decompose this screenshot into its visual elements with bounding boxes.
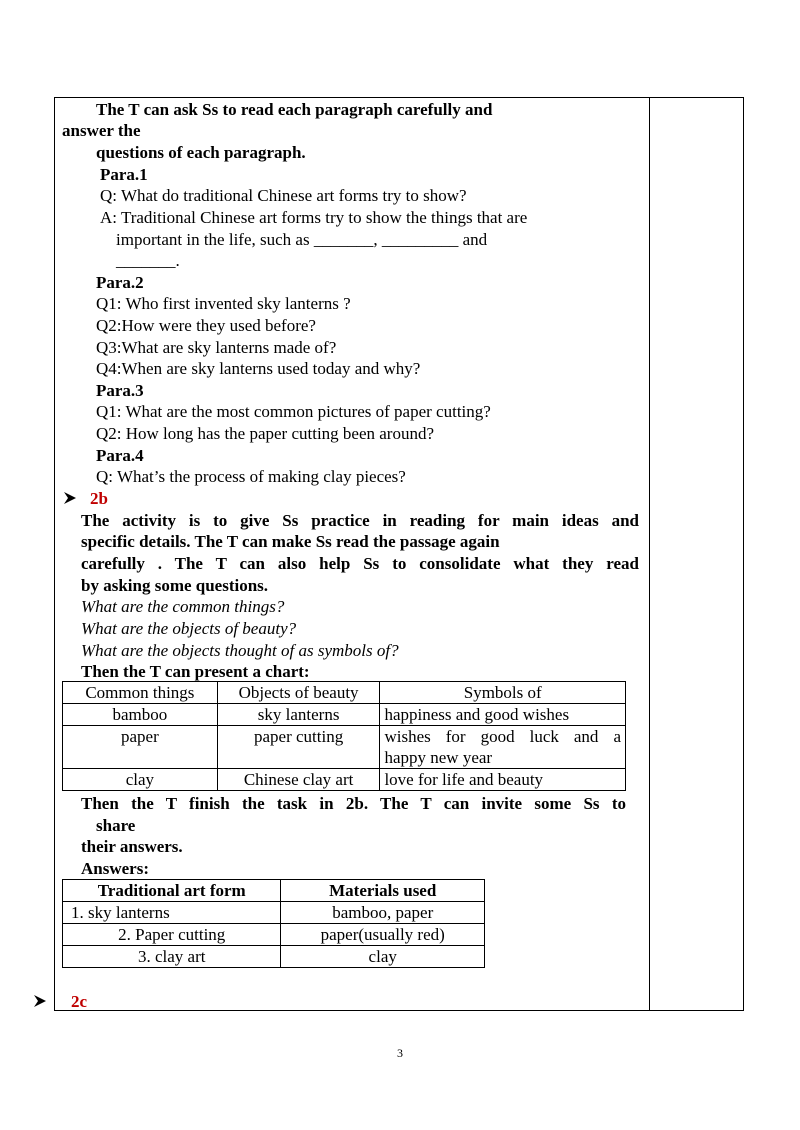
- chart-intro: Then the T can present a chart:: [81, 662, 310, 681]
- table-header-cell: Symbols of: [380, 682, 626, 704]
- question: Q3:What are sky lanterns made of?: [96, 338, 337, 357]
- table-row: [63, 924, 485, 946]
- table-row: [63, 880, 485, 902]
- table-cell: 3. clay art: [63, 946, 281, 968]
- table-cell: 1. sky lanterns: [63, 902, 281, 924]
- para-heading: Para.2: [96, 273, 144, 292]
- answers-table: [62, 879, 485, 968]
- question: Q1: What are the most common pictures of paper cutting?: [96, 402, 491, 421]
- answers-label: Answers:: [81, 859, 149, 878]
- section-label-2b: 2b: [90, 489, 108, 508]
- paragraph-line: their answers.: [81, 837, 183, 856]
- para-heading: Para.3: [96, 381, 144, 400]
- italic-question: What are the objects of beauty?: [81, 619, 297, 638]
- question: Q: What’s the process of making clay pieces?: [96, 467, 406, 486]
- table-cell: 2. Paper cutting: [63, 924, 281, 946]
- para-heading: Para.4: [96, 446, 144, 465]
- table-row: [63, 726, 626, 769]
- table-cell: happiness and good wishes: [380, 704, 626, 726]
- para-heading: Para.1: [100, 165, 148, 184]
- table-cell-line: happy new year: [384, 748, 493, 767]
- paragraph-line: specific details. The T can make Ss read the passage again: [81, 532, 500, 551]
- question: Q1: Who first invented sky lanterns ?: [96, 294, 351, 313]
- paragraph-line: by asking some questions.: [81, 576, 269, 595]
- table-row: [63, 704, 626, 726]
- table-header-cell: Traditional art form: [63, 880, 281, 902]
- paragraph-line: Then the T finish the task in 2b. The T can invite some Ss to: [81, 794, 626, 813]
- paragraph-line: The activity is to give Ss practice in reading for main ideas and: [81, 511, 639, 530]
- question: Q: What do traditional Chinese art forms try to show?: [100, 186, 467, 205]
- intro-line: The T can ask Ss to read each paragraph carefully and: [96, 100, 493, 119]
- table-cell: bamboo, paper: [281, 902, 485, 924]
- table-cell: paper: [63, 726, 218, 769]
- arrow-bullet-icon: [63, 491, 77, 505]
- table-header-cell: Materials used: [281, 880, 485, 902]
- table-cell: love for life and beauty: [380, 769, 626, 791]
- answer-line: important in the life, such as _______, _________ and: [116, 230, 488, 249]
- table-header-cell: Common things: [63, 682, 218, 704]
- table-cell: sky lanterns: [217, 704, 380, 726]
- paragraph-line: carefully . The T can also help Ss to consolidate what they read: [81, 554, 639, 573]
- question: Q4:When are sky lanterns used today and why?: [96, 359, 421, 378]
- table-cell: bamboo: [63, 704, 218, 726]
- answer-line: _______.: [116, 251, 180, 270]
- table-row: [63, 769, 626, 791]
- page-number: 3: [397, 1046, 403, 1060]
- table-row: [63, 902, 485, 924]
- table-header-cell: Objects of beauty: [217, 682, 380, 704]
- table-row: [63, 682, 626, 704]
- italic-question: What are the objects thought of as symbols of?: [81, 641, 399, 660]
- question: Q2: How long has the paper cutting been around?: [96, 424, 435, 443]
- intro-line: questions of each paragraph.: [96, 143, 306, 162]
- table-cell: clay: [281, 946, 485, 968]
- arrow-bullet-icon: [33, 994, 47, 1008]
- table-cell: Chinese clay art: [217, 769, 380, 791]
- italic-question: What are the common things?: [81, 597, 285, 616]
- table-cell: [380, 726, 626, 769]
- table-cell: paper(usually red): [281, 924, 485, 946]
- table-cell-line: wishes for good luck and a: [384, 727, 621, 746]
- paragraph-line: share: [96, 816, 136, 835]
- table-cell: clay: [63, 769, 218, 791]
- table-row: [63, 946, 485, 968]
- column-divider: [649, 98, 650, 1010]
- intro-line: answer the: [62, 121, 141, 140]
- table-cell: paper cutting: [217, 726, 380, 769]
- question: Q2:How were they used before?: [96, 316, 316, 335]
- symbols-chart-table: [62, 681, 626, 791]
- answer-line: A: Traditional Chinese art forms try to show the things that are: [100, 208, 528, 227]
- section-label-2c: 2c: [71, 992, 88, 1011]
